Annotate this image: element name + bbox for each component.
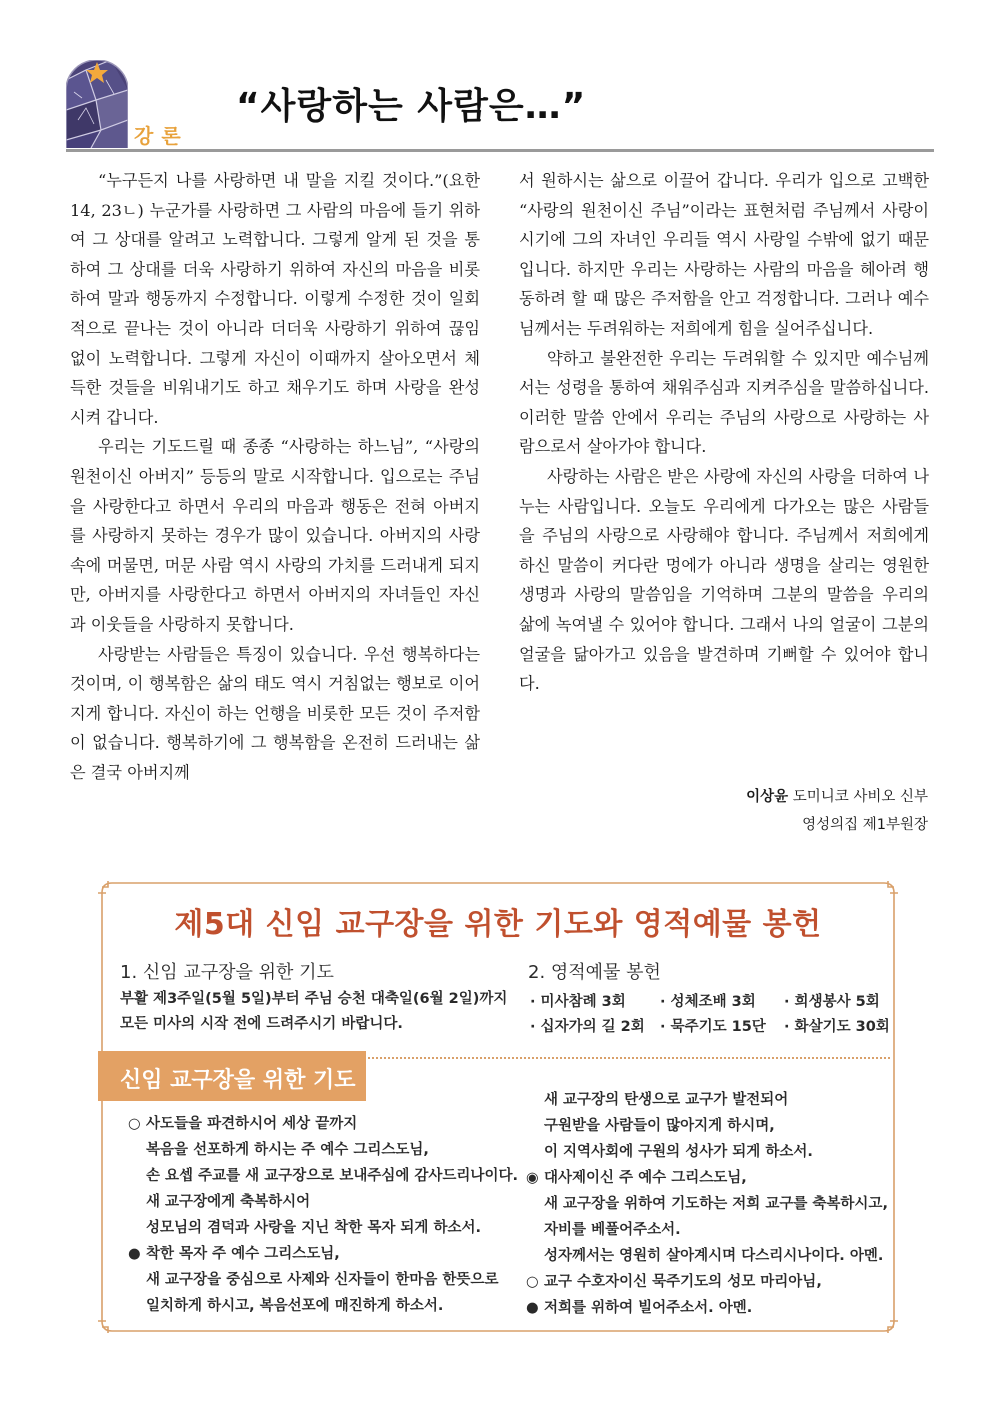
stained-glass-logo — [66, 60, 128, 148]
prayer-line — [526, 1269, 888, 1295]
section2-heading: 2. 영적예물 봉헌 — [528, 962, 661, 983]
prayer-text: 교구 수호자이신 묵주기도의 성모 마리아님, — [544, 1274, 822, 1290]
prayer-mark: ◉ — [526, 1170, 539, 1186]
prayer-text: 대사제이신 주 예수 그리스도님, — [544, 1170, 747, 1186]
prayer-left-column — [128, 1111, 518, 1319]
homily-paragraph: 우리는 기도드릴 때 종종 “사랑하는 하느님”, “사랑의 원천이신 아버지” 등등의 말로 시작합니다. 입으로는 주님을 사랑한다고 하면서 우리의 마음과 행동은 전혀 아버지를 사랑하지 못하는 경우가 많이 있습니다. 아버지의 사랑 속에 머물면, 머문 사람 역시 사랑의 가치를 드러내게 되지만, 아버지를 사랑한다고 하면서 아버지의 자녀들인 자신과 이웃들을 사랑하지 못합니다. — [70, 437, 480, 634]
prayer-text: 이 지역사회에 구원의 성사가 되게 하소서. — [544, 1144, 813, 1160]
homily-paragraph: 약하고 불완전한 우리는 두려워할 수 있지만 예수님께서는 성령을 통하여 채워주심과 지켜주심을 말씀하십니다. 이러한 말씀 안에서 우리는 주님의 사랑으로 사랑하는 사람으로서 살아가야 합니다. — [519, 348, 929, 457]
offering-row — [530, 1015, 890, 1036]
prayer-line — [526, 1139, 888, 1165]
author-signature — [746, 783, 928, 839]
prayer-line — [128, 1267, 518, 1293]
homily-paragraph: 사랑하는 사람은 받은 사랑에 자신의 사랑을 더하여 나누는 사람입니다. 오늘도 우리에게 다가오는 많은 사람들을 주님의 사랑으로 사랑해야 합니다. 주님께서 저희에게 하신 말씀이 커다란 멍에가 아니라 생명을 살리는 영원한 생명과 사랑의 말씀임을 기억하며 그분의 말씀을 우리의 삶에 녹여낼 수 있어야 합니다. 그래서 나의 얼굴이 그분의 얼굴을 닮아가고 있음을 발견하며 기뻐할 수 있어야 합니다. — [519, 466, 929, 694]
prayer-line — [128, 1137, 518, 1163]
prayer-line — [526, 1295, 888, 1321]
section1-text — [120, 987, 507, 1037]
prayer-text: 저희를 위하여 빌어주소서. 아멘. — [544, 1300, 753, 1316]
homily-left-column — [70, 166, 480, 787]
homily-paragraph: 사랑받는 사람들은 특징이 있습니다. 우선 행복하다는 것이며, 이 행복함은 삶의 태도 역시 거침없는 행보로 이어지게 합니다. 자신이 하는 언행을 비롯한 모든 것이 주저함이 없습니다. 행복하기에 그 행복함을 온전히 드러내는 삶은 결국 아버지께 — [70, 644, 480, 782]
offering-item: · 묵주기도 15단 — [660, 1019, 766, 1035]
prayer-line — [128, 1215, 518, 1241]
section-label: 강론 — [134, 124, 189, 148]
offering-item: · 미사참례 3회 — [530, 994, 626, 1010]
homily-paragraph: 서 원하시는 삶으로 이끌어 갑니다. 우리가 입으로 고백한 “사랑의 원천이신 주님”이라는 표현처럼 주님께서 사랑이시기에 그의 자녀인 우리들 역시 사랑일 수밖에 없기 때문입니다. 하지만 우리는 사랑하는 사람의 마음을 헤아려 행동하려 할 때 많은 주저함을 안고 걱정합니다. 그러나 예수님께서는 두려워하는 저희에게 힘을 실어주십니다. — [519, 171, 929, 338]
section1-line: 부활 제3주일(5월 5일)부터 주님 승천 대축일(6월 2일)까지 — [120, 991, 508, 1007]
offering-row — [530, 990, 880, 1011]
prayer-mark: ● — [526, 1300, 539, 1316]
prayer-text: 새 교구장의 탄생으로 교구가 발전되어 — [544, 1092, 789, 1108]
prayer-box-title: 제5대 신임 교구장을 위한 기도와 영적예물 봉헌 — [174, 907, 822, 942]
offering-item: · 희생봉사 5회 — [784, 994, 880, 1010]
page-title: “사랑하는 사람은…” — [236, 86, 587, 127]
prayer-text: 성자께서는 영원히 살아계시며 다스리시나이다. 아멘. — [544, 1248, 884, 1264]
prayer-line — [526, 1165, 888, 1191]
prayer-text: 새 교구장에게 축복하시어 — [146, 1194, 311, 1210]
prayer-line — [128, 1111, 518, 1137]
section1-heading: 1. 신임 교구장을 위한 기도 — [120, 962, 334, 983]
prayer-line — [128, 1163, 518, 1189]
homily-right-column — [519, 166, 929, 699]
prayer-text: 자비를 베풀어주소서. — [544, 1222, 681, 1238]
prayer-right-column — [526, 1087, 888, 1321]
prayer-text: 손 요셉 주교를 새 교구장으로 보내주심에 감사드리나이다. — [146, 1168, 518, 1184]
prayer-tab — [98, 1051, 366, 1101]
homily-paragraph: “누구든지 나를 사랑하면 내 말을 지킬 것이다.”(요한 14, 23ㄴ) 누군가를 사랑하면 그 사람의 마음에 들기 위하여 그 상대를 알려고 노력합니다. 그렇게 알게 된 것을 통하여 그 상대를 더욱 사랑하기 위하여 자신의 마음을 비롯하여 말과 행동까지 수정합니다. 이렇게 수정한 것이 일회적으로 끝나는 것이 아니라 더더욱 사랑하기 위하여 끊임없이 노력합니다. 그렇게 자신이 이때까지 살아오면서 체득한 것들을 비워내기도 하고 채우기도 하며 사랑을 완성시켜 갑니다. — [70, 171, 480, 427]
prayer-mark: ○ — [128, 1116, 141, 1132]
prayer-text: 복음을 선포하게 하시는 주 예수 그리스도님, — [146, 1142, 429, 1158]
prayer-text: 사도들을 파견하시어 세상 끝까지 — [146, 1116, 358, 1132]
prayer-text: 새 교구장을 중심으로 사제와 신자들이 한마음 한뜻으로 — [146, 1272, 499, 1288]
prayer-mark: ○ — [526, 1274, 539, 1290]
prayer-line — [526, 1087, 888, 1113]
prayer-line — [526, 1191, 888, 1217]
prayer-line — [526, 1217, 888, 1243]
author-name: 이상윤 — [746, 789, 789, 805]
prayer-line — [526, 1113, 888, 1139]
offering-item: · 성체조배 3회 — [660, 994, 756, 1010]
prayer-text: 성모님의 겸덕과 사랑을 지닌 착한 목자 되게 하소서. — [146, 1220, 481, 1236]
prayer-tab-label: 신임 교구장을 위한 기도 — [120, 1068, 356, 1093]
author-role: 영성의집 제1부원장 — [802, 817, 928, 833]
prayer-text: 착한 목자 주 예수 그리스도님, — [146, 1246, 340, 1262]
header-divider — [66, 149, 934, 152]
prayer-text: 구원받을 사람들이 많아지게 하시며, — [544, 1118, 775, 1134]
author-title: 도미니코 사비오 신부 — [792, 789, 928, 805]
prayer-text: 새 교구장을 위하여 기도하는 저희 교구를 축복하시고, — [544, 1196, 888, 1212]
prayer-line — [128, 1189, 518, 1215]
offering-item: · 화살기도 30회 — [784, 1019, 890, 1035]
prayer-text: 일치하게 하시고, 복음선포에 매진하게 하소서. — [146, 1298, 444, 1314]
prayer-mark: ● — [128, 1246, 141, 1262]
prayer-line — [128, 1293, 518, 1319]
prayer-line — [526, 1243, 888, 1269]
offering-item: · 십자가의 길 2회 — [530, 1019, 645, 1035]
section1-line: 모든 미사의 시작 전에 드려주시기 바랍니다. — [120, 1016, 403, 1032]
prayer-box — [98, 879, 898, 1335]
prayer-line — [128, 1241, 518, 1267]
